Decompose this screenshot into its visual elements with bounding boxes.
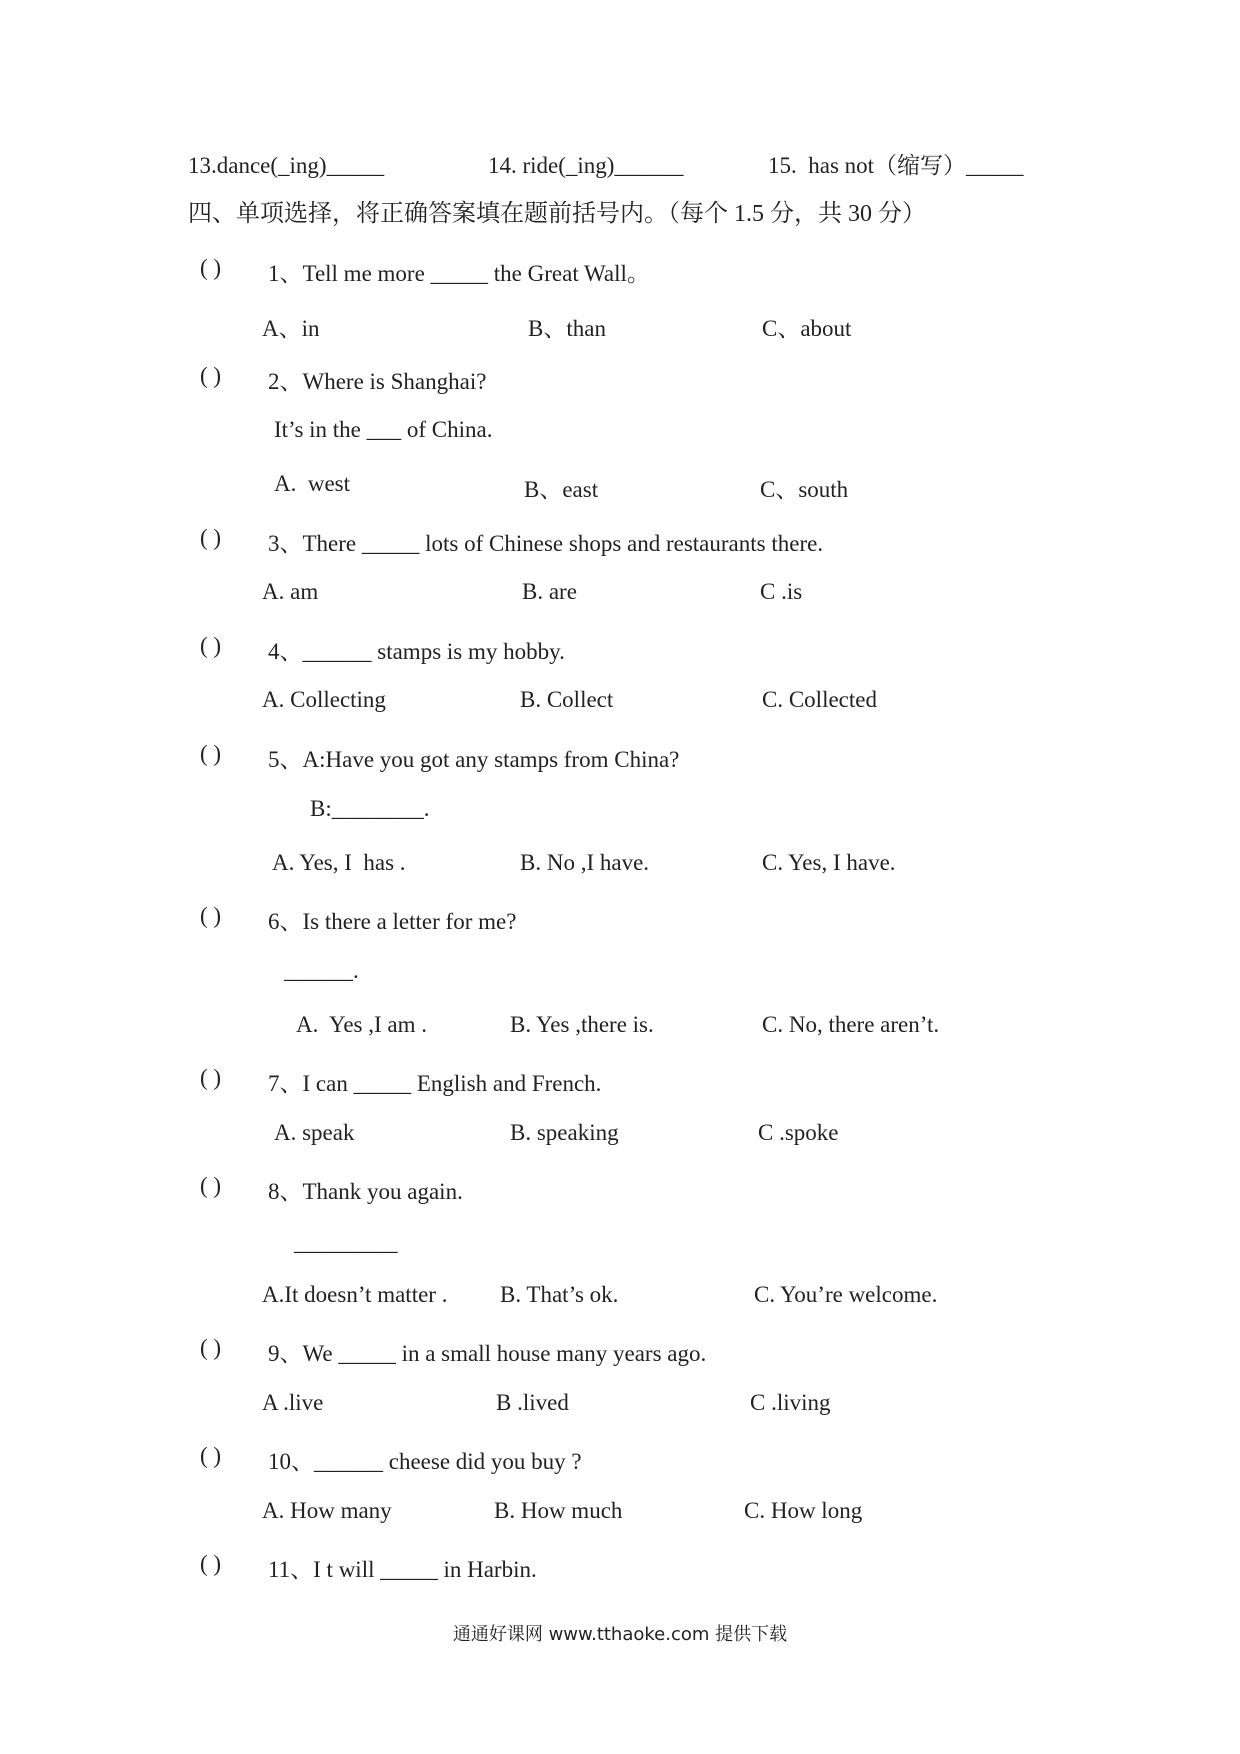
q1-option-a: A、in: [262, 316, 320, 341]
question-3: 3、There _____ lots of Chinese shops and restaurants there.: [268, 531, 824, 556]
footer-text: 通通好课网 www.tthaoke.com 提供下载: [452, 1624, 788, 1645]
q3-option-c: C .is: [760, 579, 803, 604]
q6-option-a: A. Yes ,I am .: [296, 1012, 427, 1037]
answer-paren-1: ( ): [200, 255, 222, 280]
section-title: 四、单项选择，将正确答案填在题前括号内。（每个 1.5 分，共 30 分）: [188, 201, 926, 227]
answer-paren-5: ( ): [200, 741, 222, 766]
q5-option-a: A. Yes, I has .: [272, 850, 406, 875]
q4-option-b: B. Collect: [520, 687, 614, 712]
question-10: 10、______ cheese did you buy ?: [268, 1449, 582, 1474]
question-5-sub: B:________.: [310, 796, 430, 821]
q10-option-a: A. How many: [262, 1498, 392, 1523]
answer-paren-2: ( ): [200, 363, 222, 388]
q8-option-b: B. That’s ok.: [500, 1282, 619, 1307]
q9-option-b: B .lived: [496, 1390, 569, 1415]
answer-paren-11: ( ): [200, 1551, 222, 1576]
question-9: 9、We _____ in a small house many years ago.: [268, 1341, 707, 1366]
q2-option-c: C、south: [760, 477, 849, 502]
q4-option-c: C. Collected: [762, 687, 877, 712]
answer-paren-9: ( ): [200, 1335, 222, 1360]
q2-option-a: A. west: [274, 471, 351, 496]
item-13: 13.dance(_ing)_____: [188, 153, 385, 178]
q8-option-c: C. You’re welcome.: [754, 1282, 938, 1307]
q7-option-a: A. speak: [274, 1120, 355, 1145]
q4-option-a: A. Collecting: [262, 687, 386, 712]
question-2-sub: It’s in the ___ of China.: [274, 417, 493, 442]
q9-option-a: A .live: [262, 1390, 324, 1415]
q8-option-a: A.It doesn’t matter .: [262, 1282, 448, 1307]
question-11: 11、I t will _____ in Harbin.: [268, 1557, 537, 1582]
question-5: 5、A:Have you got any stamps from China?: [268, 747, 680, 772]
question-1: 1、Tell me more _____ the Great Wall。: [268, 261, 650, 286]
answer-paren-4: ( ): [200, 633, 222, 658]
answer-paren-7: ( ): [200, 1065, 222, 1090]
q3-option-b: B. are: [522, 579, 577, 604]
q7-option-c: C .spoke: [758, 1120, 839, 1145]
footer-credit: [0, 1620, 1240, 1646]
item-14: 14. ride(_ing)______: [488, 153, 684, 178]
q9-option-c: C .living: [750, 1390, 831, 1415]
question-2: 2、Where is Shanghai?: [268, 369, 487, 394]
q1-option-b: B、than: [528, 316, 606, 341]
answer-paren-8: ( ): [200, 1173, 222, 1198]
q2-option-b: B、east: [524, 477, 599, 502]
question-8: 8、Thank you again.: [268, 1179, 463, 1204]
item-15: 15. has not（缩写）_____: [768, 153, 1024, 178]
question-4: 4、______ stamps is my hobby.: [268, 639, 565, 664]
q1-option-c: C、about: [762, 316, 852, 341]
q7-option-b: B. speaking: [510, 1120, 619, 1145]
q6-option-c: C. No, there aren’t.: [762, 1012, 940, 1037]
question-7: 7、I can _____ English and French.: [268, 1071, 602, 1096]
q5-option-c: C. Yes, I have.: [762, 850, 896, 875]
q6-option-b: B. Yes ,there is.: [510, 1012, 654, 1037]
q10-option-b: B. How much: [494, 1498, 623, 1523]
q3-option-a: A. am: [262, 579, 319, 604]
question-6: 6、Is there a letter for me?: [268, 909, 517, 934]
q10-option-c: C. How long: [744, 1498, 863, 1523]
question-8-sub: _________: [294, 1230, 398, 1255]
question-6-sub: ______.: [284, 958, 359, 983]
answer-paren-3: ( ): [200, 525, 222, 550]
q5-option-b: B. No ,I have.: [520, 850, 650, 875]
answer-paren-6: ( ): [200, 903, 222, 928]
answer-paren-10: ( ): [200, 1443, 222, 1468]
